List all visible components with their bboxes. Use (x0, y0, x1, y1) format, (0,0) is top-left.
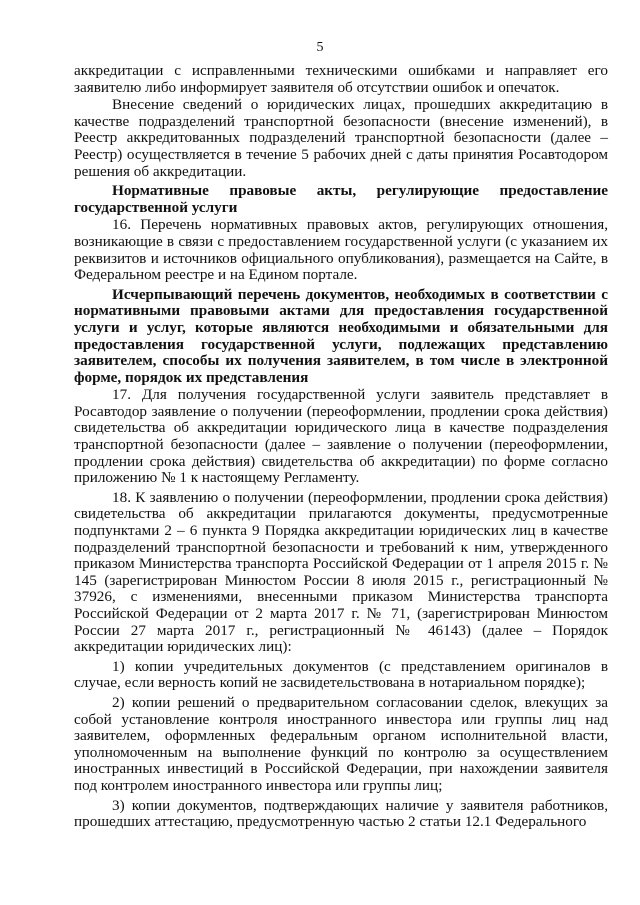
section-heading-documents-list: Исчерпывающий перечень документов, необходимых в соответствии с нормативными правовыми актами для предоставления государственной услуги и услуг, которые являются необходимыми и обязательными для предоставления государственной услуги, подлежащих представлению заявителем, способы их получения заявителем, в том числе в электронной форме, порядок их представления (74, 285, 608, 386)
list-item-2: 2) копии решений о предварительном согласовании сделок, влекущих за собой установление контроля иностранного инвестора или группы лиц над заявителем, оформленных федеральным органом исполнительной власти, уполномоченным на выполнение функций по контролю за осуществлением иностранных инвестиций в Российской Федерации, при нахождении заявителя под контролем иностранного инвестора или группы лиц; (74, 693, 608, 794)
list-item-3: 3) копии документов, подтверждающих наличие у заявителя работников, прошедших аттестацию, предусмотренную частью 2 статьи 12.1 Федерального (74, 796, 608, 831)
section-heading-normative-acts: Нормативные правовые акты, регулирующие предоставление государственной услуги (74, 182, 608, 216)
paragraph-16: 16. Перечень нормативных правовых актов, регулирующих отношения, возникающие в связи с предоставлением государственной услуги (с указанием их реквизитов и источников официального опубликования), размещается на Сайте, в Федеральном реестре и на Едином портале. (74, 216, 608, 284)
paragraph-continuation: аккредитации с исправленными техническими ошибками и направляет его заявителю либо информирует заявителя об отсутствии ошибок и опечаток. (74, 62, 608, 96)
paragraph-18: 18. К заявлению о получении (переоформлении, продлении срока действия) свидетельства об аккредитации прилагаются документы, предусмотренные подпунктами 2 – 6 пункта 9 Порядка аккредитации юридических лиц в качестве подразделений транспортной безопасности и требований к ним, утвержденного приказом Министерства транспорта Российской Федерации от 1 апреля 2015 г. № 145 (зарегистрирован Минюстом России 8 июля 2015 г., регистрационный № 37926, с изменениями, внесенными приказом Министерства транспорта Российской Федерации от 2 марта 2017 г. № 71, (зарегистрирован Минюстом России 27 марта 2017 г., регистрационный № 46143) (далее – Порядок аккредитации юридических лиц): (74, 488, 608, 656)
document-body (74, 63, 608, 832)
page-number: 5 (316, 40, 324, 55)
list-item-1: 1) копии учредительных документов (с представлением оригиналов в случае, если верность копий не засвидетельствована в нотариальном порядке); (74, 657, 608, 692)
paragraph-registry-entry: Внесение сведений о юридических лицах, прошедших аккредитацию в качестве подразделений транспортной безопасности (внесение изменений), в Реестр аккредитованных подразделений транспортной безопасности (далее – Реестр) осуществляется в течение 5 рабочих дней с даты принятия Росавтодором решения об аккредитации. (74, 96, 608, 180)
paragraph-17: 17. Для получения государственной услуги заявитель представляет в Росавтодор заявление о получении (переоформлении, продлении срока действия) свидетельства об аккредитации юридического лица в качестве подразделения транспортной безопасности (далее – заявление о получении (переоформлении, продлении срока действия) свидетельства об аккредитации) по форме согласно приложению № 1 к настоящему Регламенту. (74, 386, 608, 487)
